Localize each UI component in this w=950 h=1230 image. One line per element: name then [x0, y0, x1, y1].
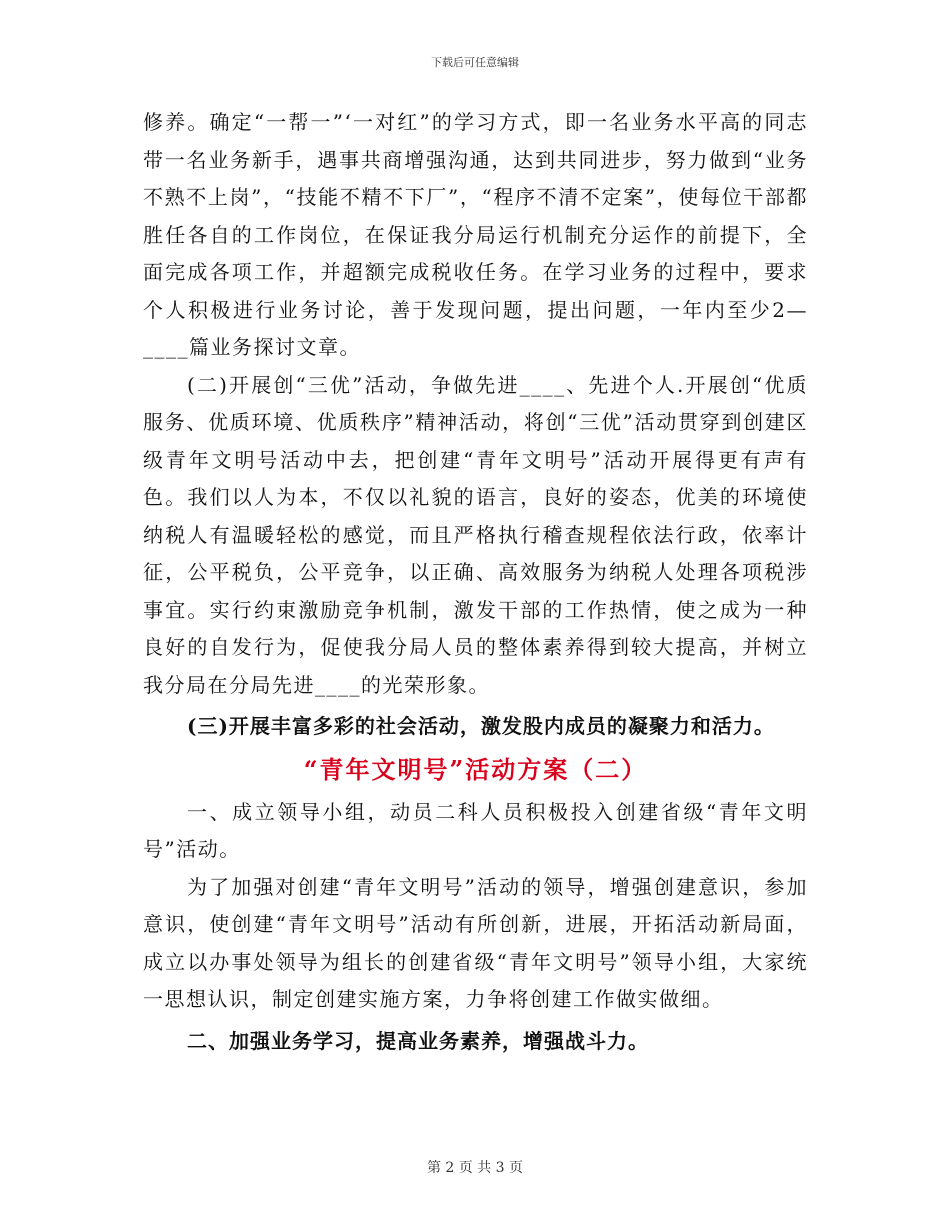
document-title: “青年文明号”活动方案（二）	[303, 754, 648, 784]
section-heading-social-activities: (三)开展丰富多彩的社会活动，激发股内成员的凝聚力和活力。	[187, 714, 775, 738]
paragraph-three-excellences: (二)开展创“三优”活动，争做先进____、先进个人.开展创“优质服务、优质环境、优质秩序”精神活动，将创“三优”活动贯穿到创建区级青年文明号活动中去，把创建“青年文明号”活动开展得更有声有色。我们以人为本，不仅以礼貌的语言，良好的姿态，优美的环境使纳税人有温暖轻松的感觉，而且严格执行稽查规程依法行政，依率计征，公平税负，公平竞争，以正确、高效服务为纳税人处理各项税涉事宜。实行约束激励竞争机制，激发干部的工作热情，使之成为一种良好的自发行为，促使我分局人员的整体素养得到较大提高，并树立我分局在分局先进____的光荣形象。	[143, 372, 808, 697]
paragraph-leadership-group: 一、成立领导小组，动员二科人员积极投入创建省级“青年文明号”活动。	[143, 799, 808, 861]
page-footer: 第 2 页 共 3 页	[426, 1160, 524, 1176]
paragraph-strengthen-leadership: 为了加强对创建“青年文明号”活动的领导，增强创建意识，参加意识，使创建“青年文明号”活动有所创新，进展，开拓活动新局面，成立以办事处领导为组长的创建省级“青年文明号”领导小组，大家统一思想认识，制定创建实施方案，力争将创建工作做实做细。	[143, 874, 808, 1011]
page-header: 下载后可任意编辑	[431, 56, 519, 69]
section-heading-business-study: 二、加强业务学习，提高业务素养，增强战斗力。	[187, 1028, 649, 1053]
paragraph-training: 修养。确定“一帮一”‘一对红”的学习方式，即一名业务水平高的同志带一名业务新手，遇事共商增强沟通，达到共同进步，努力做到“业务不熟不上岗”，“技能不精不下厂”，“程序不清不定案”，使每位干部都胜任各自的工作岗位，在保证我分局运行机制充分运作的前提下，全面完成各项工作，并超额完成税收任务。在学习业务的过程中，要求个人积极进行业务讨论，善于发现问题，提出问题，一年内至少2—____篇业务探讨文章。	[143, 110, 808, 359]
document-body	[143, 104, 808, 1060]
